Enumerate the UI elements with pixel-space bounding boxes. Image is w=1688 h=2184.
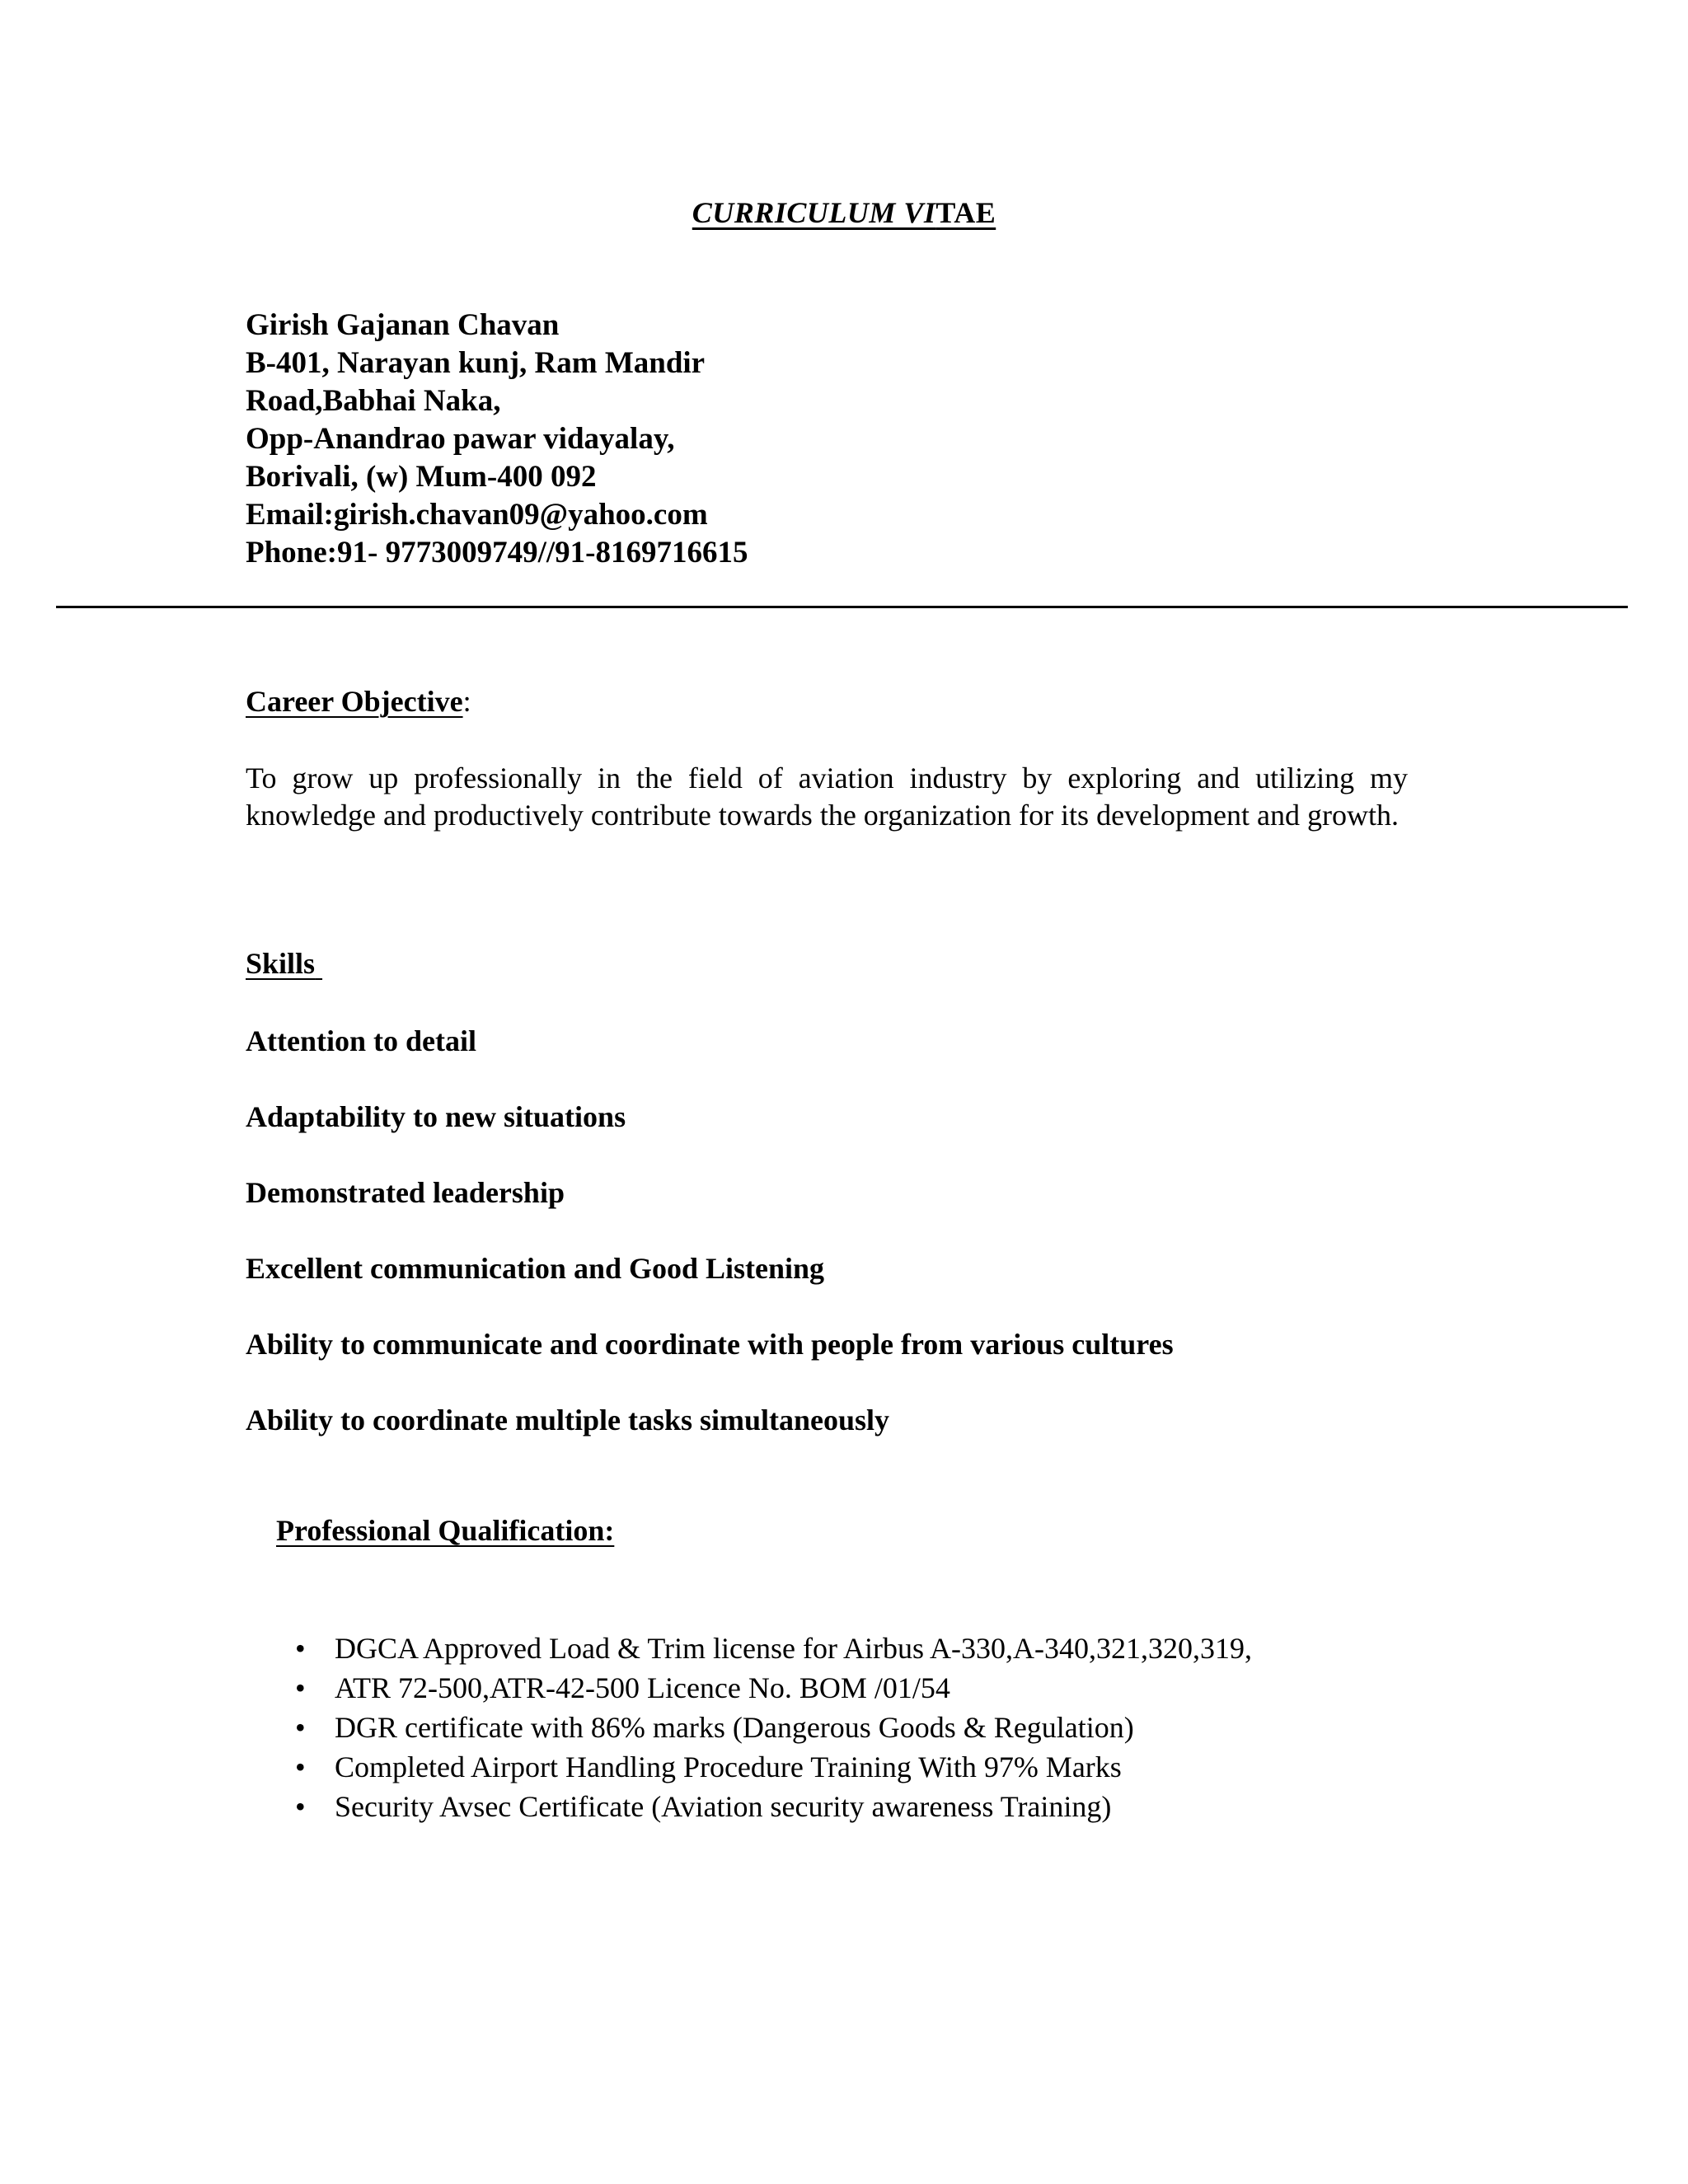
skill-item: Ability to coordinate multiple tasks simultaneously: [246, 1404, 890, 1436]
bullet-icon: •: [295, 1632, 306, 1665]
qualification-text: ATR 72-500,ATR-42-500 Licence No. BOM /01/54: [335, 1671, 950, 1704]
qualification-text: Security Avsec Certificate (Aviation security awareness Training): [335, 1790, 1112, 1823]
career-objective-heading: [246, 684, 471, 719]
qualification-item: [288, 1787, 1252, 1826]
horizontal-divider: [56, 606, 1628, 608]
document-title-italic: CURRICULUM VI: [692, 196, 936, 229]
qualification-text: Completed Airport Handling Procedure Training With 97% Marks: [335, 1750, 1122, 1783]
qualification-text: DGR certificate with 86% marks (Dangerous Goods & Regulation): [335, 1711, 1134, 1744]
skill-item: Attention to detail: [246, 1024, 476, 1057]
bullet-icon: •: [295, 1711, 306, 1744]
professional-qualification-heading: [276, 1513, 614, 1548]
skills-heading-text: Skills: [246, 947, 316, 980]
contact-block: [246, 307, 748, 572]
qualification-item: [288, 1708, 1252, 1747]
skill-item: Adaptability to new situations: [246, 1100, 626, 1133]
bullet-icon: •: [295, 1750, 306, 1783]
skill-item: Demonstrated leadership: [246, 1176, 565, 1209]
qualification-item: [288, 1668, 1252, 1708]
candidate-name: Girish Gajanan Chavan: [246, 308, 560, 342]
email-line: Email:girish.chavan09@yahoo.com: [246, 498, 708, 532]
bullet-icon: •: [295, 1790, 306, 1823]
career-objective-colon: :: [462, 685, 471, 718]
skill-item: Excellent communication and Good Listening: [246, 1252, 825, 1285]
address-line-1: B-401, Narayan kunj, Ram Mandir: [246, 346, 706, 380]
career-objective-text: To grow up professionally in the field of aviation industry by exploring and utilizing my knowledge and productively contribute towards the organization for its development and growth.: [246, 762, 1408, 832]
skills-heading: [246, 946, 322, 981]
document-title: [0, 195, 1688, 230]
skill-item: Ability to communicate and coordinate with people from various cultures: [246, 1328, 1174, 1361]
address-line-4: Borivali, (w) Mum-400 092: [246, 460, 597, 494]
document-title-rest: TAE: [935, 196, 996, 229]
qualification-text: DGCA Approved Load & Trim license for Airbus A-330,A-340,321,320,319,: [335, 1632, 1252, 1665]
qualification-item: [288, 1747, 1252, 1787]
career-objective-heading-text: Career Objective: [246, 685, 463, 718]
bullet-icon: •: [295, 1671, 306, 1704]
address-line-3: Opp-Anandrao pawar vidayalay,: [246, 422, 675, 456]
qualification-list: [288, 1629, 1252, 1826]
address-line-2: Road,Babhai Naka,: [246, 384, 501, 418]
qualification-item: [288, 1629, 1252, 1668]
phone-line: Phone:91- 9773009749//91-8169716615: [246, 536, 748, 569]
professional-qualification-heading-text: Professional Qualification:: [276, 1514, 615, 1547]
